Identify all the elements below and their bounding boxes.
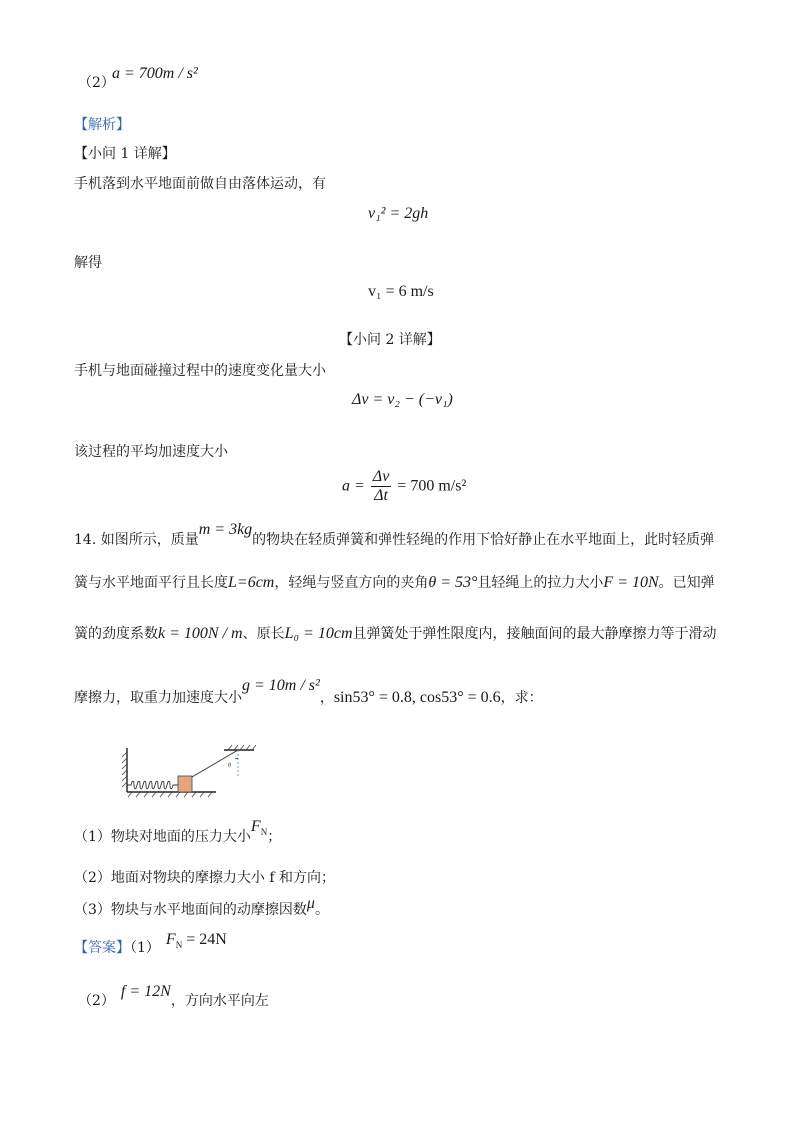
p14-spring-constant: k = 100N / m (158, 625, 243, 642)
spring-block-figure (118, 742, 263, 800)
p14-line-3 (74, 626, 717, 642)
p14-gravity: g = 10m / s² (242, 677, 320, 694)
p14-sub3-symbol: μ (306, 895, 315, 912)
p14-trig-values: sin53° = 0.8, cos53° = 0.6 (333, 689, 501, 706)
p14-sub1-b: ； (267, 829, 282, 845)
answer-1-value: = 24N (182, 931, 227, 948)
p14-line-2 (74, 575, 715, 591)
answer-1-subscript: N (175, 940, 183, 950)
p14-force: F = 10N (603, 574, 659, 591)
q2-text-1: 手机与地面碰撞过程中的速度变化量大小 (74, 363, 326, 379)
answer-1-label: （1） (130, 940, 160, 956)
p14-length: L=6cm (228, 574, 275, 591)
q2-equation-1: Δv = v₂ − (−v₁) (352, 391, 453, 408)
p14-line3-c: 且弹簧处于弹性限度内，接触面间的最大静摩擦力等于滑动 (352, 626, 717, 642)
p14-line2-d: 。已知弹 (658, 575, 715, 591)
answers-label: 【答案】 (74, 940, 130, 956)
p14-sub1-symbol: F (250, 818, 261, 835)
q2-eq2-numerator: Δv (371, 468, 392, 487)
q1-text-2: 解得 (74, 255, 102, 271)
q2-text-2: 该过程的平均加速度大小 (74, 444, 228, 460)
answer-2-label: （2） (78, 75, 115, 91)
p14-line3-b: 、原长 (242, 626, 285, 642)
p14-sub1-subscript: N (260, 827, 268, 837)
q1-heading: 【小问 1 详解】 (74, 146, 176, 162)
answer-2b-equation: f = 12N (120, 983, 171, 1000)
q2-eq2-fraction (371, 468, 392, 506)
p14-line4-a: 摩擦力，取重力加速度大小 (74, 690, 242, 706)
q1-equation-1: v₁² = 2gh (368, 205, 429, 222)
q2-heading: 【小问 2 详解】 (339, 332, 441, 348)
p14-sub3-a: （3）物块与水平地面间的动摩擦因数 (74, 902, 307, 918)
p14-mass: m = 3kg (198, 521, 253, 538)
answer-2-equation: a = 700m / s² (112, 65, 198, 82)
p14-line1-a: 14. 如图所示，质量 (74, 532, 199, 548)
p14-sub1-a: （1）物块对地面的压力大小 (74, 829, 251, 845)
q2-equation-2 (342, 468, 466, 506)
q2-eq2-rhs: = 700 m/s² (397, 477, 467, 495)
p14-line4-c: ，求： (500, 690, 543, 706)
p14-line2-a: 簧与水平地面平行且长度 (74, 575, 228, 591)
q2-eq2-lhs: a = (342, 477, 365, 495)
p14-line3-a: 簧的劲度系数 (74, 626, 158, 642)
p14-line2-b: ，轻绳与竖直方向的夹角 (274, 575, 429, 591)
answer-2b-label: （2） (78, 993, 115, 1009)
p14-line-4 (74, 677, 543, 706)
answer-1-symbol: F (165, 931, 176, 948)
p14-natural-length: L₀ = 10cm (284, 625, 353, 642)
answers-row-1 (74, 931, 227, 956)
q1-text-1: 手机落到水平地面前做自由落体运动，有 (74, 176, 326, 192)
p14-line2-c: 且轻绳上的拉力大小 (477, 575, 604, 591)
p14-sub-1 (74, 818, 282, 845)
q1-equation-2: v₁ = 6 m/s (368, 283, 434, 300)
p14-line1-b: 的物块在轻质弹簧和弹性轻绳的作用下恰好静止在水平地面上，此时轻质弹 (252, 532, 715, 548)
answer-2b-text: ，方向水平向左 (170, 993, 269, 1009)
answers-row-2 (78, 983, 269, 1009)
q2-eq2-denominator: Δt (374, 487, 388, 505)
p14-sub-3 (74, 895, 329, 918)
p14-sub-2: （2）地面对物块的摩擦力大小 f 和方向； (74, 870, 335, 886)
p14-line-1 (74, 521, 715, 548)
p14-angle: θ = 53° (428, 574, 478, 591)
figure-theta-label: θ (228, 763, 231, 769)
analysis-label: 【解析】 (74, 117, 130, 133)
p14-sub3-b: 。 (314, 902, 329, 918)
p14-line4-b: ， (319, 690, 334, 706)
